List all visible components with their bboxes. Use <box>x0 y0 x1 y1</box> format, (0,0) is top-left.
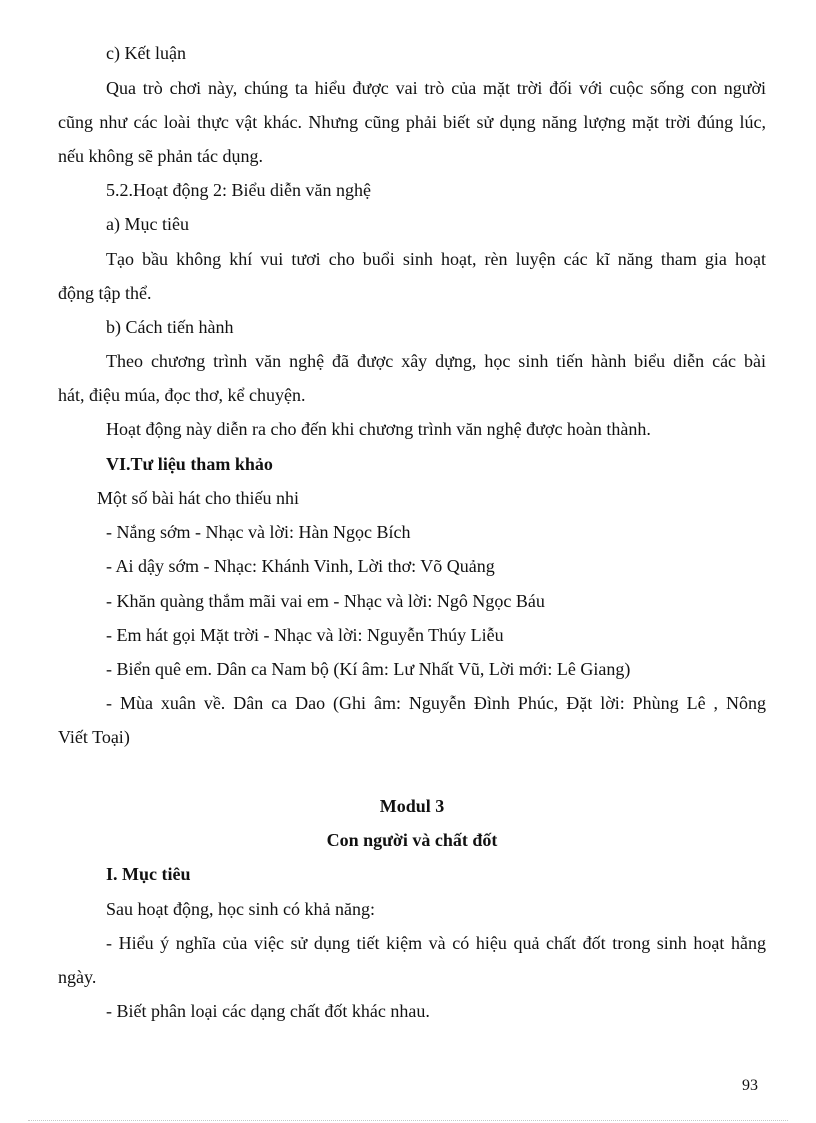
page-number: 93 <box>742 1077 758 1094</box>
list-item: - Hiểu ý nghĩa của việc sử dụng tiết kiệm và có hiệu quả chất đốt trong sinh hoạt hằng <box>106 933 766 953</box>
paragraph-line: Theo chương trình văn nghệ đã được xây dựng, học sinh tiến hành biểu diễn các bài <box>106 351 766 371</box>
list-item: - Khăn quàng thắm mãi vai em - Nhạc và lời: Ngô Ngọc Báu <box>106 591 545 611</box>
paragraph-line: Tạo bầu không khí vui tươi cho buổi sinh hoạt, rèn luyện các kĩ năng tham gia hoạt <box>106 249 766 269</box>
paragraph-line: động tập thể. <box>58 283 152 303</box>
list-item: - Ai dậy sớm - Nhạc: Khánh Vinh, Lời thơ: Võ Quảng <box>106 556 495 576</box>
paragraph-line: Một số bài hát cho thiếu nhi <box>97 488 299 508</box>
paragraph-line: Sau hoạt động, học sinh có khả năng: <box>106 899 375 919</box>
list-item: - Biển quê em. Dân ca Nam bộ (Kí âm: Lư Nhất Vũ, Lời mới: Lê Giang) <box>106 659 631 679</box>
section-heading-muc-tieu: I. Mục tiêu <box>106 864 191 884</box>
section-heading-hoat-dong-2: 5.2.Hoạt động 2: Biểu diễn văn nghệ <box>106 180 371 200</box>
paragraph-line: nếu không sẽ phản tác dụng. <box>58 146 263 166</box>
subheading-cach-tien-hanh: b) Cách tiến hành <box>106 317 234 337</box>
list-item: - Biết phân loại các dạng chất đốt khác nhau. <box>106 1001 430 1021</box>
section-heading-tu-lieu: VI.Tư liệu tham khảo <box>106 454 273 474</box>
subheading-muc-tieu: a) Mục tiêu <box>106 214 189 234</box>
footer-divider <box>28 1120 788 1121</box>
paragraph-line: cũng như các loài thực vật khác. Nhưng cũng phải biết sử dụng năng lượng mặt trời đúng lúc, <box>58 112 766 132</box>
list-item-continuation: ngày. <box>58 967 97 987</box>
subheading-ket-luan: c) Kết luận <box>106 43 186 63</box>
list-item: - Mùa xuân về. Dân ca Dao (Ghi âm: Nguyễn Đình Phúc, Đặt lời: Phùng Lê , Nông <box>106 693 766 713</box>
module-subtitle: Con người và chất đốt <box>326 830 498 850</box>
paragraph-line: Qua trò chơi này, chúng ta hiểu được vai trò của mặt trời đối với cuộc sống con người <box>106 78 766 98</box>
paragraph-line: hát, điệu múa, đọc thơ, kể chuyện. <box>58 385 306 405</box>
list-item: - Nắng sớm - Nhạc và lời: Hàn Ngọc Bích <box>106 522 411 542</box>
module-title: Modul 3 <box>379 796 445 816</box>
list-item-continuation: Viết Toại) <box>58 727 130 747</box>
paragraph-line: Hoạt động này diễn ra cho đến khi chương trình văn nghệ được hoàn thành. <box>106 419 651 439</box>
list-item: - Em hát gọi Mặt trời - Nhạc và lời: Nguyễn Thúy Liễu <box>106 625 504 645</box>
